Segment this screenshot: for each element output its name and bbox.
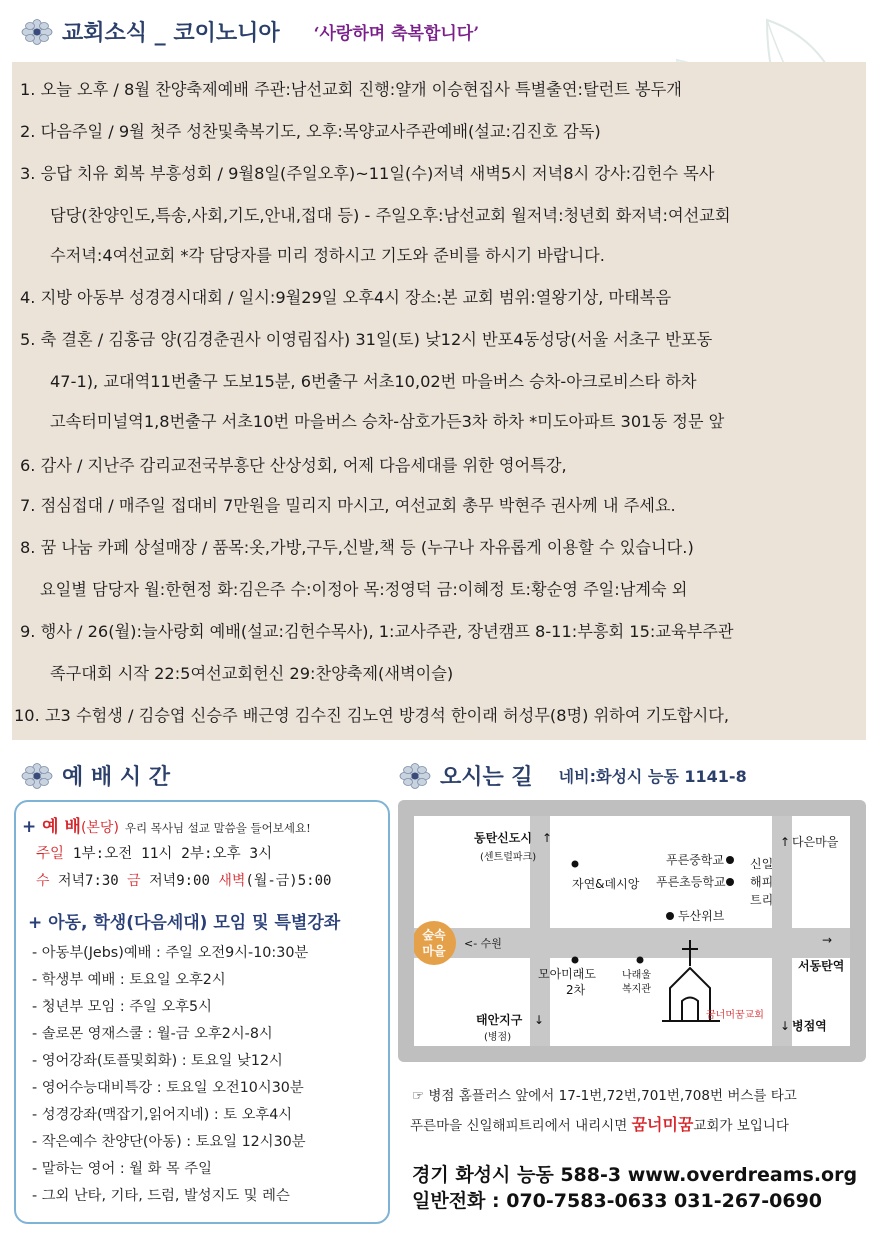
map-label: 푸른중학교 <box>666 853 724 867</box>
youth-item: - 영어강좌(토플및회화) : 토요일 낮12시 <box>32 1053 283 1069</box>
map-label: (센트럴파크) <box>480 852 537 863</box>
youth-item: - 성경강좌(맥잡기,읽어지네) : 토 오후4시 <box>32 1107 293 1123</box>
news-title: 교회소식 _ 코이노니아 <box>62 21 280 46</box>
news-line: 담당(찬양인도,특송,사회,기도,안내,접대 등) - 주일오후:남선교회 월저녁:청년회 화저녁:여선교회 <box>50 206 731 225</box>
map-label: <- 수원 <box>464 937 502 950</box>
map-label: 동탄신도시 <box>474 831 532 845</box>
worship-box <box>14 800 390 1224</box>
news-line: 요일별 담당자 월:한현정 화:김은주 수:이정아 목:정영덕 금:이혜정 토:황순영 주일:남계숙 외 <box>40 580 688 599</box>
map-dot <box>666 912 674 920</box>
map-label: 해피 <box>750 875 774 889</box>
map-label: 두산위브 <box>678 909 725 923</box>
map-dot <box>637 957 644 964</box>
news-box <box>12 62 866 740</box>
south-arrow-icon: ↓ <box>534 1013 545 1027</box>
plus-sign: + <box>22 817 37 837</box>
worship-title: 예 배 시 간 <box>62 765 170 790</box>
map-label: 마을 <box>422 944 446 958</box>
youth-item: - 영어수능대비특강 : 토요일 오전10시30분 <box>32 1080 304 1096</box>
youth-item: - 솔로몬 영재스쿨 : 월-금 오후2시-8시 <box>32 1026 273 1042</box>
youth-item: - 아동부(Jebs)예배 : 주일 오전9시-10:30분 <box>32 945 309 961</box>
dawn-time: (월-금)5:00 <box>245 873 332 889</box>
wednesday-label: 수 <box>36 873 50 889</box>
news-line: 8. 꿈 나눔 카페 상설매장 / 품목:옷,가방,구두,신발,책 등 (누구나 자유롭게 이용할 수 있습니다.) <box>20 538 694 557</box>
map-dot <box>726 856 734 864</box>
directions-title: 오시는 길 <box>440 765 533 790</box>
news-line: 5. 축 결혼 / 김홍금 양(김경춘권사 이영림집사) 31일(토) 낮12시 반포4동성당(서울 서초구 반포동 <box>20 330 713 349</box>
worship-main-heading <box>22 812 311 837</box>
news-slogan: ‘사랑하며 축복합니다’ <box>313 24 480 44</box>
north-arrow-icon: ↑ <box>542 831 553 845</box>
east-arrow-icon: → <box>822 933 833 947</box>
wednesday-time: 저녁7:30 <box>57 873 119 889</box>
news-line: 1. 오늘 오후 / 8월 찬양축제예배 주관:남선교회 진행:얄개 이승현집사 특별출연:탈런트 봉두개 <box>20 80 682 99</box>
map-label: 푸른초등학교 <box>656 875 726 889</box>
bus-directions-2-pre: 푸른마을 신일해피트리에서 내리시면 <box>410 1118 628 1134</box>
news-line: 7. 점심접대 / 매주일 접대비 7만원을 밀리지 마시고, 여선교회 총무 박현주 권사께 내 주세요. <box>20 496 676 515</box>
map-label: 자연&데시앙 <box>572 877 640 891</box>
directions-map <box>414 816 850 1046</box>
map-label: 서동탄역 <box>798 959 845 973</box>
news-line: 47-1), 교대역11번출구 도보15분, 6번출구 서초10,02번 마을버스 승차-아크로비스타 하차 <box>50 372 697 391</box>
map-label: (병점) <box>484 1032 512 1043</box>
flower-icon <box>20 19 54 45</box>
map-label: 신일 <box>750 857 774 871</box>
church-name: 꿈너미꿈 <box>631 1115 694 1134</box>
bus-directions-2-post: 교회가 보입니다 <box>693 1118 789 1134</box>
news-line: 10. 고3 수험생 / 김승엽 신승주 배근영 김수진 김노연 방경석 한이래 허성무(8명) 위하여 기도합시다, <box>14 706 730 725</box>
map-label: 2차 <box>566 983 586 997</box>
worship-main-label: 예 배 <box>42 817 81 837</box>
youth-item: - 학생부 예배 : 토요일 오후2시 <box>32 972 226 988</box>
news-line: 6. 감사 / 지난주 감리교전국부흥단 산상성회, 어제 다음세대를 위한 영어특강, <box>20 456 567 475</box>
dawn-label: 새벽 <box>218 873 246 889</box>
news-line: 9. 행사 / 26(월):늘사랑회 예배(설교:김헌수목사), 1:교사주관, 장년캠프 8-11:부흥회 15:교육부주관 <box>20 622 734 641</box>
sunday-label: 주일 <box>36 846 65 862</box>
north-road <box>530 816 553 1046</box>
news-line: 족구대회 시작 22:5여선교회헌신 29:찬양축제(새벽이슬) <box>50 664 454 683</box>
youth-item: - 말하는 영어 : 월 화 목 주일 <box>32 1161 212 1177</box>
news-line: 2. 다음주일 / 9월 첫주 성찬및축복기도, 오후:목양교사주관예배(설교:김진호 감독) <box>20 122 601 141</box>
map-dot <box>726 878 734 886</box>
directions-header <box>398 760 747 791</box>
map-label: 병점역 <box>792 1019 827 1033</box>
church-phone: 일반전화 : 070-7583-0633 031-267-0690 <box>412 1190 823 1212</box>
bus-directions-2 <box>410 1112 789 1135</box>
friday-label: 금 <box>127 873 141 889</box>
map-church-label: 꿈너머꿈교회 <box>706 1010 764 1021</box>
news-line: 고속터미널역1,8번출구 서초10번 마을버스 승차-삼호가든3차 하차 *미도아파트 301동 정문 앞 <box>50 412 725 431</box>
map-label: 나래울 <box>622 970 651 981</box>
map-label: 숲속 <box>422 928 446 942</box>
worship-header <box>20 760 170 791</box>
map-label: 태안지구 <box>476 1013 523 1027</box>
map-label: 모아미래도 <box>538 967 596 981</box>
worship-main-sub: (본당) <box>80 820 119 836</box>
sunday-times: 1부:오전 11시 2부:오후 3시 <box>72 846 273 862</box>
news-line: 4. 지방 아동부 성경경시대회 / 일시:9월29일 오후4시 장소:본 교회 범위:열왕기상, 마태복음 <box>20 288 672 307</box>
weekday-services <box>36 870 331 890</box>
flower-icon <box>20 763 54 789</box>
flower-icon <box>398 763 432 789</box>
youth-item: - 그외 난타, 기타, 드럼, 발성지도 및 레슨 <box>32 1188 290 1204</box>
map-dot <box>572 957 579 964</box>
church-address: 경기 화성시 능동 588-3 www.overdreams.org <box>412 1164 858 1186</box>
map-label: 다은마을 <box>792 835 839 849</box>
map-label: 복지관 <box>622 984 651 995</box>
youth-heading: + 아동, 학생(다음세대) 모임 및 특별강좌 <box>28 913 341 933</box>
bus-directions-1: ☞ 병점 홈플러스 앞에서 17-1번,72번,701번,708번 버스를 타고 <box>412 1088 797 1104</box>
north-arrow-icon: ↑ <box>780 835 791 849</box>
news-line: 3. 응답 치유 회복 부흥성회 / 9월8일(주일오후)~11일(수)저녁 새벽5시 저녁8시 강사:김헌수 목사 <box>20 164 715 183</box>
youth-item: - 작은예수 찬양단(아동) : 토요일 12시30분 <box>32 1134 306 1150</box>
news-header <box>20 16 479 47</box>
map-dot <box>572 861 579 868</box>
navi-address: 네비:화성시 능동 1141-8 <box>558 767 747 786</box>
friday-time: 저녁9:00 <box>149 873 210 889</box>
map-label: 트리 <box>750 893 774 907</box>
south-arrow-icon: ↓ <box>780 1019 791 1033</box>
news-line: 수저녁:4여선교회 *각 담당자를 미리 정하시고 기도와 준비를 하시기 바랍니다. <box>50 246 605 265</box>
youth-item: - 청년부 모임 : 주일 오후5시 <box>32 999 212 1015</box>
sunday-service <box>36 842 272 863</box>
map-frame <box>398 800 866 1062</box>
east-road <box>772 816 792 1046</box>
worship-main-note: 우리 목사님 설교 말씀을 들어보세요! <box>124 821 311 835</box>
